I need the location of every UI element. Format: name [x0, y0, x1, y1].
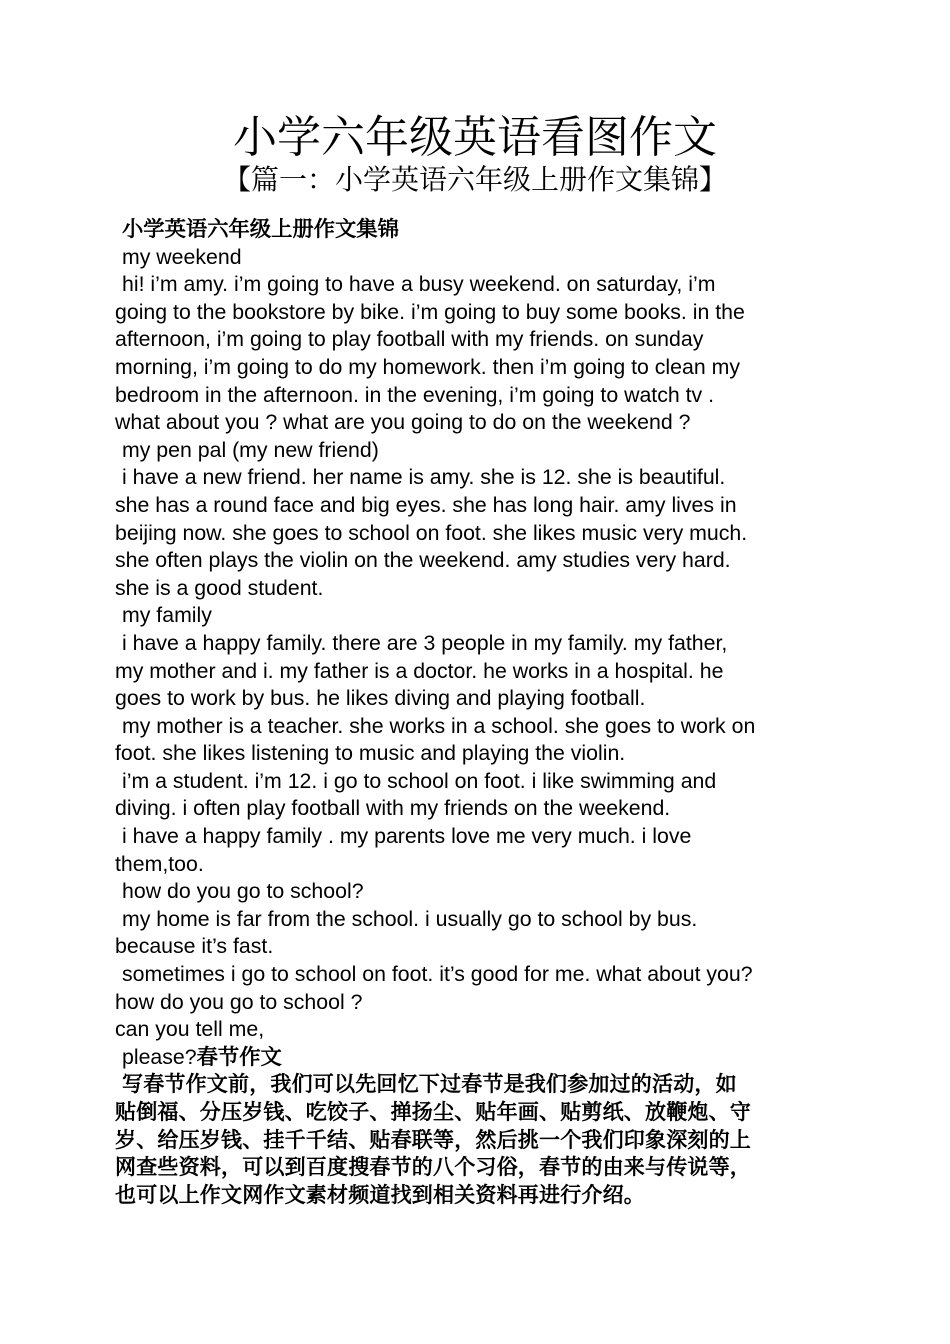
- english-lines: [115, 216, 840, 1044]
- text-line: how do you go to school?: [122, 879, 364, 904]
- text-line: 也可以上作文网作文素材频道找到相关资料再进行介绍。: [115, 1183, 645, 1207]
- body-text: [115, 216, 840, 1209]
- text-line: diving. i often play football with my friends on the weekend.: [115, 796, 671, 821]
- text-line: can you tell me,: [115, 1017, 265, 1042]
- text-line: sometimes i go to school on foot. it’s good for me. what about you?: [122, 962, 753, 987]
- text-line: my mother and i. my father is a doctor. he works in a hospital. he: [115, 658, 724, 683]
- text-line: morning, i’m going to do my homework. then i’m going to clean my: [115, 354, 740, 379]
- text-line: afternoon, i’m going to play football with my friends. on sunday: [115, 327, 704, 352]
- text-line: 写春节作文前，我们可以先回忆下过春节是我们参加过的活动，如: [122, 1073, 737, 1097]
- text-line: beijing now. she goes to school on foot. she likes music very much.: [115, 520, 748, 545]
- text-line: she is a good student.: [115, 575, 324, 600]
- mixed-line-plain: please?: [122, 1044, 197, 1069]
- text-line: i’m a student. i’m 12. i go to school on foot. i like swimming and: [122, 768, 717, 793]
- text-line: 岁、给压岁钱、挂千千结、贴春联等，然后挑一个我们印象深刻的上: [115, 1128, 751, 1152]
- text-line: what about you ? what are you going to do on the weekend ?: [115, 410, 691, 435]
- text-line: i have a happy family. there are 3 people in my family. my father,: [122, 630, 728, 655]
- mixed-line-heading: 春节作文: [196, 1044, 282, 1069]
- text-line: my home is far from the school. i usually go to school by bus.: [122, 906, 698, 931]
- chinese-paragraph: [115, 1071, 840, 1209]
- text-line: my weekend: [122, 244, 242, 269]
- text-line: my mother is a teacher. she works in a school. she goes to work on: [122, 713, 756, 738]
- page-subtitle: 【篇一：小学英语六年级上册作文集锦】: [222, 164, 727, 195]
- text-line: i have a new friend. her name is amy. she is 12. she is beautiful.: [122, 465, 726, 490]
- text-line: going to the bookstore by bike. i’m going to buy some books. in the: [115, 299, 745, 324]
- text-line: bedroom in the afternoon. in the evening, i’m going to watch tv .: [115, 382, 715, 407]
- text-line: my pen pal (my new friend): [122, 437, 379, 462]
- text-line: 贴倒福、分压岁钱、吃饺子、掸扬尘、贴年画、贴剪纸、放鞭炮、守: [115, 1101, 751, 1124]
- text-line: foot. she likes listening to music and playing the violin.: [115, 741, 626, 766]
- text-line: hi! i’m amy. i’m going to have a busy weekend. on saturday, i’m: [122, 272, 716, 297]
- text-line: 网查些资料，可以到百度搜春节的八个习俗，春节的由来与传说等，: [115, 1156, 751, 1180]
- text-line: she has a round face and big eyes. she has long hair. amy lives in: [115, 492, 737, 517]
- text-line: because it’s fast.: [115, 934, 274, 959]
- mixed-line: [115, 1044, 840, 1072]
- text-line: i have a happy family . my parents love me very much. i love: [122, 824, 692, 849]
- text-line: she often plays the violin on the weekend. amy studies very hard.: [115, 548, 731, 573]
- text-line: how do you go to school ?: [115, 989, 363, 1014]
- page-title: 小学六年级英语看图作文: [233, 113, 717, 162]
- text-line: goes to work by bus. he likes diving and playing football.: [115, 686, 646, 711]
- text-line: them,too.: [115, 851, 204, 876]
- text-line: 小学英语六年级上册作文集锦: [122, 217, 399, 241]
- text-line: my family: [122, 603, 212, 628]
